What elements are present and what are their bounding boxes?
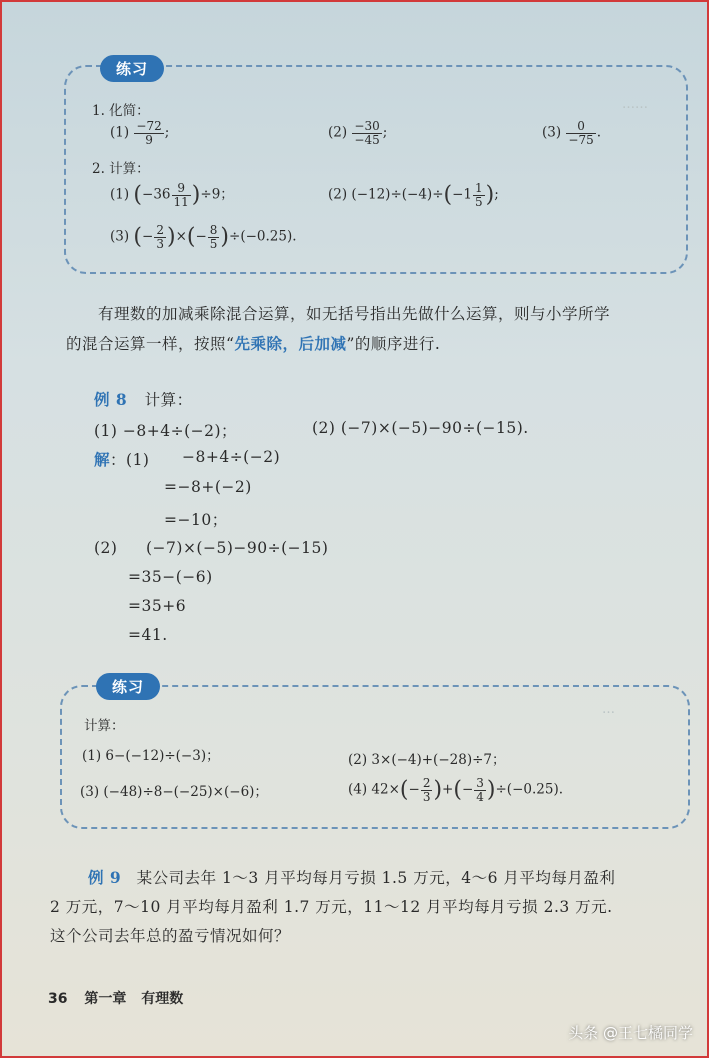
solution-2-line-1: (−7)×(−5)−90÷(−15): [146, 539, 329, 557]
watermark: [568, 1022, 693, 1043]
practice-2-item-4: (4) 42×(− $\frac{2}{3}$ )+(− $\frac{3}{4}$ )÷(−0.25).: [348, 776, 564, 804]
solution-1-heading: 解：(1): [94, 450, 150, 469]
question-2-item-2: (2) (−12)÷(−4)÷(−1 $\frac{1}{5}$ );: [328, 181, 499, 209]
example-9-line-1: 例 9 某公司去年 1～3 月平均每月亏损 1.5 万元，4～6 月平均每月盈利: [88, 868, 616, 887]
watermark-handle: @王七橘同学: [602, 1024, 693, 1042]
example-9-line-2: 2 万元，7～10 月平均每月盈利 1.7 万元，11～12 月平均每月亏损 2.3 万元.: [50, 898, 613, 916]
watermark-brand: 头条: [568, 1024, 599, 1042]
question-1-item-1: (1) $\frac{-72}{9}$ ;: [110, 119, 170, 147]
example-9-label: 例 9: [88, 868, 122, 887]
practice-2-item-1: (1) 6−(−12)÷(−3)；: [82, 748, 220, 764]
page-footer: [48, 988, 183, 1008]
practice-badge-1: 练习: [100, 55, 164, 82]
solution-2-line-2: =35−(−6): [128, 568, 213, 586]
solution-label: 解: [94, 450, 111, 469]
chapter-title: 有理数: [141, 991, 184, 1007]
chapter-number: 第一章: [84, 991, 127, 1007]
solution-2-line-4: =41.: [128, 626, 168, 644]
solution-1-line-1: −8+4÷(−2): [182, 448, 281, 466]
practice-badge-2: 练习: [96, 673, 160, 700]
textbook-page: [2, 2, 707, 1056]
question-1-title: 1. 化简：: [92, 103, 150, 119]
bleed-through-text: …: [602, 702, 615, 717]
example-8-label: 例 8: [94, 390, 128, 409]
question-2-item-3: (3) (− $\frac{2}{3}$ )×(− $\frac{8}{5}$ )÷(−0.25).: [110, 223, 297, 251]
solution-2-line-3: =35+6: [128, 597, 187, 615]
practice-2-item-3: (3) (−48)÷8−(−25)×(−6)；: [80, 784, 268, 800]
bleed-through-text: ……: [622, 97, 648, 112]
paragraph-line-2: 的混合运算一样，按照“先乘除，后加减”的顺序进行.: [66, 334, 441, 353]
practice-2-item-2: (2) 3×(−4)+(−28)÷7；: [348, 752, 506, 768]
practice-2-title: 计算：: [84, 718, 125, 734]
example-8-part-1: (1) −8+4÷(−2)；: [94, 422, 238, 440]
question-1-item-2: (2) $\frac{-30}{-45}$ ;: [328, 119, 388, 147]
paragraph-line-1: 有理数的加减乘除混合运算，如无括号指出先做什么运算，则与小学所学: [98, 305, 611, 323]
question-1-item-3: (3) $\frac{0}{-75}$ .: [542, 119, 602, 147]
example-9-line-3: 这个公司去年总的盈亏情况如何？: [50, 927, 291, 945]
question-2-title: 2. 计算：: [92, 161, 150, 177]
highlight-rule: 先乘除，后加减: [234, 334, 347, 353]
solution-2-label: (2): [94, 539, 118, 557]
solution-1-line-3: =−10；: [164, 511, 228, 529]
solution-1-line-2: =−8+(−2): [164, 478, 252, 496]
example-8-part-2: (2) (−7)×(−5)−90÷(−15).: [312, 419, 529, 437]
page-number: 36: [48, 991, 68, 1007]
example-8-heading: 例 8 计算：: [94, 390, 193, 409]
question-2-item-1: (1) (−36 $\frac{9}{11}$ )÷9；: [110, 181, 234, 209]
